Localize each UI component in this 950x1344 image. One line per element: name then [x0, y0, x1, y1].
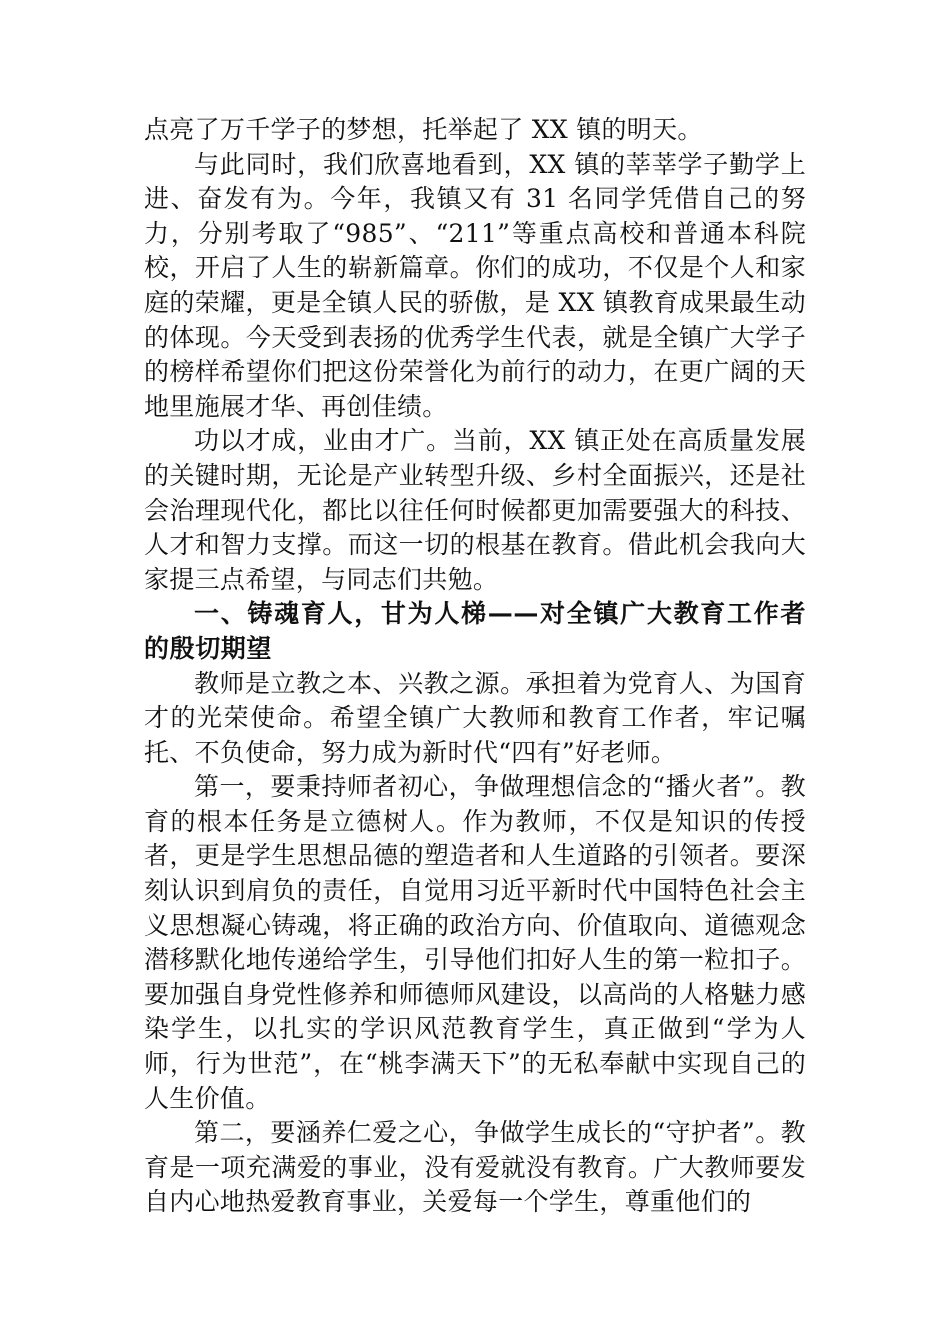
paragraph-students-achievement: 与此同时，我们欣喜地看到，XX 镇的莘莘学子勤学上进、奋发有为。今年，我镇又有 31 名同学凭借自己的努力，分别考取了“985”、“211”等重点高校和普通本科院校，开启了人生的崭新篇章。你们的成功，不仅是个人和家庭的荣耀，更是全镇人民的骄傲，是 XX 镇教育成果最生动的体现。今天受到表扬的优秀学生代表，就是全镇广大学子的榜样希望你们把这份荣誉化为前行的动力，在更广阔的天地里施展才华、再创佳绩。: [144, 149, 806, 421]
paragraph-point-one: 第一，要秉持师者初心，争做理想信念的“播火者”。教育的根本任务是立德树人。作为教师，不仅是知识的传授者，更是学生思想品德的塑造者和人生道路的引领者。要深刻认识到肩负的责任，自觉用习近平新时代中国特色社会主义思想凝心铸魂，将正确的政治方向、价值取向、道德观念潜移默化地传递给学生，引导他们扣好人生的第一粒扣子。要加强自身党性修养和师德师风建设，以高尚的人格魅力感染学生，以扎实的学识风范教育学生，真正做到“学为人师，行为世范”，在“桃李满天下”的无私奉献中实现自己的人生价值。: [144, 772, 806, 1113]
paragraph-point-two: 第二，要涵养仁爱之心，争做学生成长的“守护者”。教育是一项充满爱的事业，没有爱就没有教育。广大教师要发自内心地热爱教育事业，关爱每一个学生，尊重他们的: [144, 1118, 806, 1217]
paragraph-teachers-mission: 教师是立教之本、兴教之源。承担着为党育人、为国育才的光荣使命。希望全镇广大教师和教育工作者，牢记嘱托、不负使命，努力成为新时代“四有”好老师。: [144, 668, 806, 767]
paragraph-continuation: 点亮了万千学子的梦想，托举起了 XX 镇的明天。: [144, 115, 703, 144]
section-heading-1: 一、铸魂育人，甘为人梯——对全镇广大教育工作者的殷切期望: [144, 599, 806, 663]
document-page: [144, 113, 806, 1220]
paragraph-three-hopes: 功以才成，业由才广。当前，XX 镇正处在高质量发展的关键时期，无论是产业转型升级、乡村全面振兴，还是社会治理现代化，都比以往任何时候都更加需要强大的科技、人才和智力支撑。而这一切的根基在教育。借此机会我向大家提三点希望，与同志们共勉。: [144, 426, 806, 594]
